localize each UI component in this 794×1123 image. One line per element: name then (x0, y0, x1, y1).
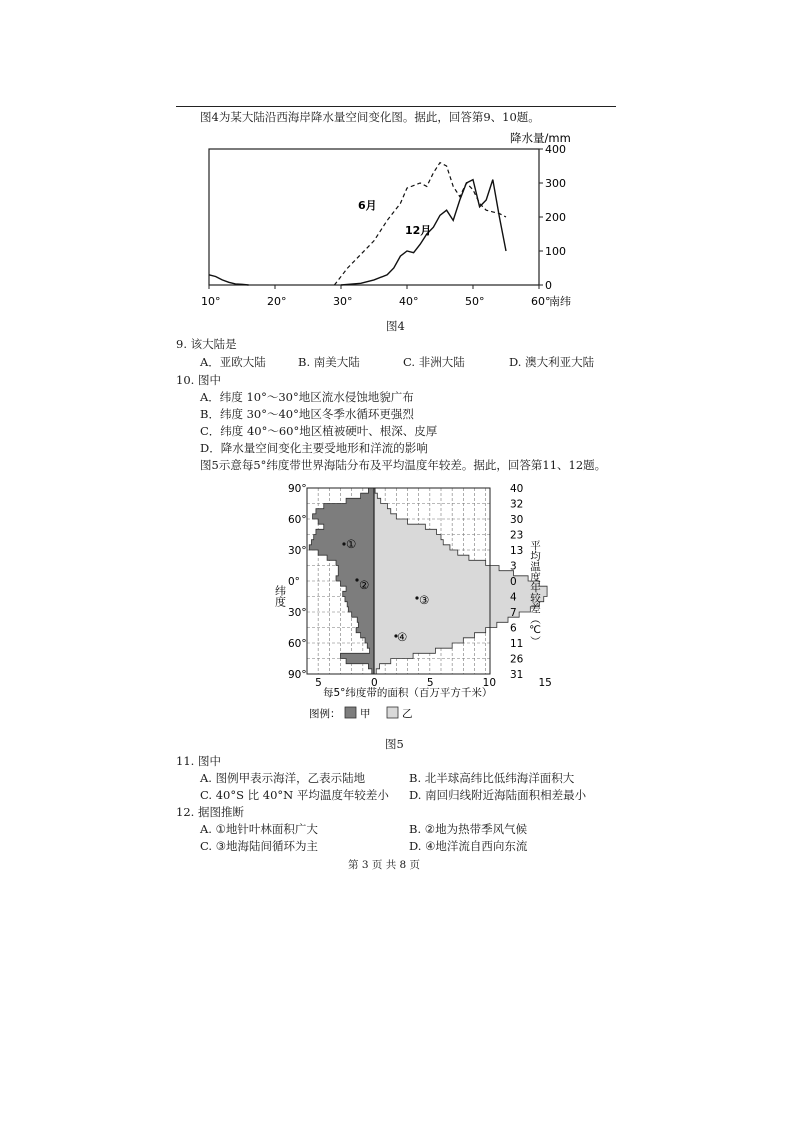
fig5-caption: 图5 (385, 737, 404, 751)
fig5-area-label: ③ (419, 593, 430, 607)
fig5-area-tick-label: 10 (482, 677, 497, 689)
fig4-plot-frame (209, 149, 539, 285)
fig5-lat-tick-label: 60° (288, 514, 307, 526)
fig5-range-tick-label: 23 (510, 529, 524, 542)
legend-prefix: 图例： (309, 708, 341, 720)
q9-option-c: C. 非洲大陆 (403, 355, 465, 369)
q10-option-b: B．纬度 30°～40°地区冬季水循环更强烈 (200, 407, 414, 421)
fig5-y-axis-label: 纬度 (273, 585, 287, 607)
fig4-series-label-december: 12月 (405, 224, 432, 237)
fig5-area-label: ① (346, 537, 357, 551)
fig4-y-tick-label: 0 (545, 279, 552, 292)
q12-stem: 12. 据图推断 (176, 805, 244, 819)
fig5-range-tick-label: 11 (510, 638, 524, 650)
q12-option-a: A. ①地针叶林面积广大 (200, 822, 318, 836)
fig4-y-tick-label: 300 (545, 177, 566, 190)
q12-option-c: C. ③地海陆间循环为主 (200, 839, 319, 853)
q12-option-d: D. ④地洋流自西向东流 (409, 839, 528, 853)
legend-yi-label: 乙 (402, 708, 413, 720)
fig5-lat-tick-label: 90° (288, 669, 307, 681)
fig5-area-tick-label: 5 (426, 677, 434, 689)
fig5-lat-tick-label: 30° (288, 607, 307, 619)
legend-jia-swatch (345, 707, 356, 718)
fig4-y-tick-label: 200 (545, 211, 566, 224)
fig4-x-axis-label: 南纬 (549, 295, 571, 308)
legend-yi-swatch (387, 707, 398, 718)
fig4-intro: 图4为某大陆沿西海岸降水量空间变化图。据此，回答第9、10题。 (200, 110, 540, 124)
fig5-land-sea-chart (260, 480, 560, 722)
fig4-y-axis-label: 降水量/mm (510, 131, 571, 145)
q12-option-b: B. ②地为热带季风气候 (409, 822, 528, 836)
top-rule (176, 106, 616, 107)
fig4-x-tick-label: 50° (465, 295, 485, 308)
q9-option-d: D. 澳大利亚大陆 (509, 355, 595, 369)
q10-option-c: C．纬度 40°～60°地区植被硬叶、根深、皮厚 (200, 424, 438, 438)
fig4-series-line-1-a (209, 275, 249, 285)
fig5-area-tick-label: 15 (538, 677, 552, 689)
fig4-caption: 图4 (386, 319, 405, 333)
fig5-lat-tick-label: 90° (288, 483, 307, 495)
q9-option-a: A．亚欧大陆 (200, 355, 266, 369)
fig5-range-tick-label: 7 (510, 607, 517, 619)
fig5-x-axis-label: 每5°纬度带的面积（百万平方千米） (323, 687, 493, 699)
q10-option-a: A．纬度 10°～30°地区流水侵蚀地貌广布 (200, 390, 414, 404)
q9-stem: 9. 该大陆是 (176, 337, 237, 351)
fig5-area-label: ④ (397, 630, 408, 644)
fig5-range-tick-label: 3 (510, 560, 517, 573)
fig5-lat-tick-label: 30° (288, 545, 307, 557)
q11-stem: 11. 图中 (176, 754, 221, 768)
fig5-range-tick-label: 32 (510, 498, 524, 511)
fig4-series-label-june: 6月 (358, 199, 377, 212)
fig5-range-tick-label: 31 (510, 669, 524, 681)
legend-jia-label: 甲 (360, 708, 371, 720)
fig5-right-axis-label: 平均温度年较差（℃） (529, 540, 541, 647)
q9-option-b: B. 南美大陆 (298, 355, 360, 369)
q10-stem: 10. 图中 (176, 373, 221, 387)
fig5-range-tick-label: 6 (510, 622, 517, 635)
fig5-range-tick-label: 26 (510, 653, 524, 666)
fig5-lat-tick-label: 60° (288, 638, 307, 650)
fig5-area-tick-label: 0 (371, 677, 378, 689)
fig5-range-tick-label: 30 (510, 514, 524, 526)
fig4-x-tick-label: 10° (201, 295, 221, 308)
fig5-range-tick-label: 0 (510, 576, 517, 588)
fig5-area-tick-label: 5 (315, 677, 322, 689)
fig4-x-tick-label: 30° (333, 295, 353, 308)
fig5-intro: 图5示意每5°纬度带世界海陆分布及平均温度年较差。据此，回答第11、12题。 (200, 458, 607, 472)
fig5-range-tick-label: 4 (510, 591, 517, 604)
fig5-range-tick-label: 40 (510, 483, 524, 495)
fig4-x-tick-label: 60° (531, 295, 551, 308)
fig5-range-tick-label: 13 (510, 545, 524, 557)
fig4-x-tick-label: 40° (399, 295, 419, 308)
q11-option-a: A. 图例甲表示海洋，乙表示陆地 (200, 771, 366, 785)
q11-option-c: C. 40°S 比 40°N 平均温度年较差小 (200, 788, 389, 802)
fig4-precipitation-chart (190, 128, 590, 320)
fig5-lat-tick-label: 0° (288, 576, 300, 588)
fig4-x-tick-label: 20° (267, 295, 287, 308)
q11-option-d: D. 南回归线附近海陆面积相差最小 (409, 788, 587, 802)
fig5-area-label: ② (359, 578, 370, 592)
page-footer: 第 3 页 共 8 页 (348, 859, 421, 871)
q10-option-d: D．降水量空间变化主要受地形和洋流的影响 (200, 441, 428, 455)
fig4-y-tick-label: 100 (545, 245, 566, 258)
q11-option-b: B. 北半球高纬比低纬海洋面积大 (409, 771, 575, 785)
fig4-y-tick-label: 400 (545, 143, 566, 156)
